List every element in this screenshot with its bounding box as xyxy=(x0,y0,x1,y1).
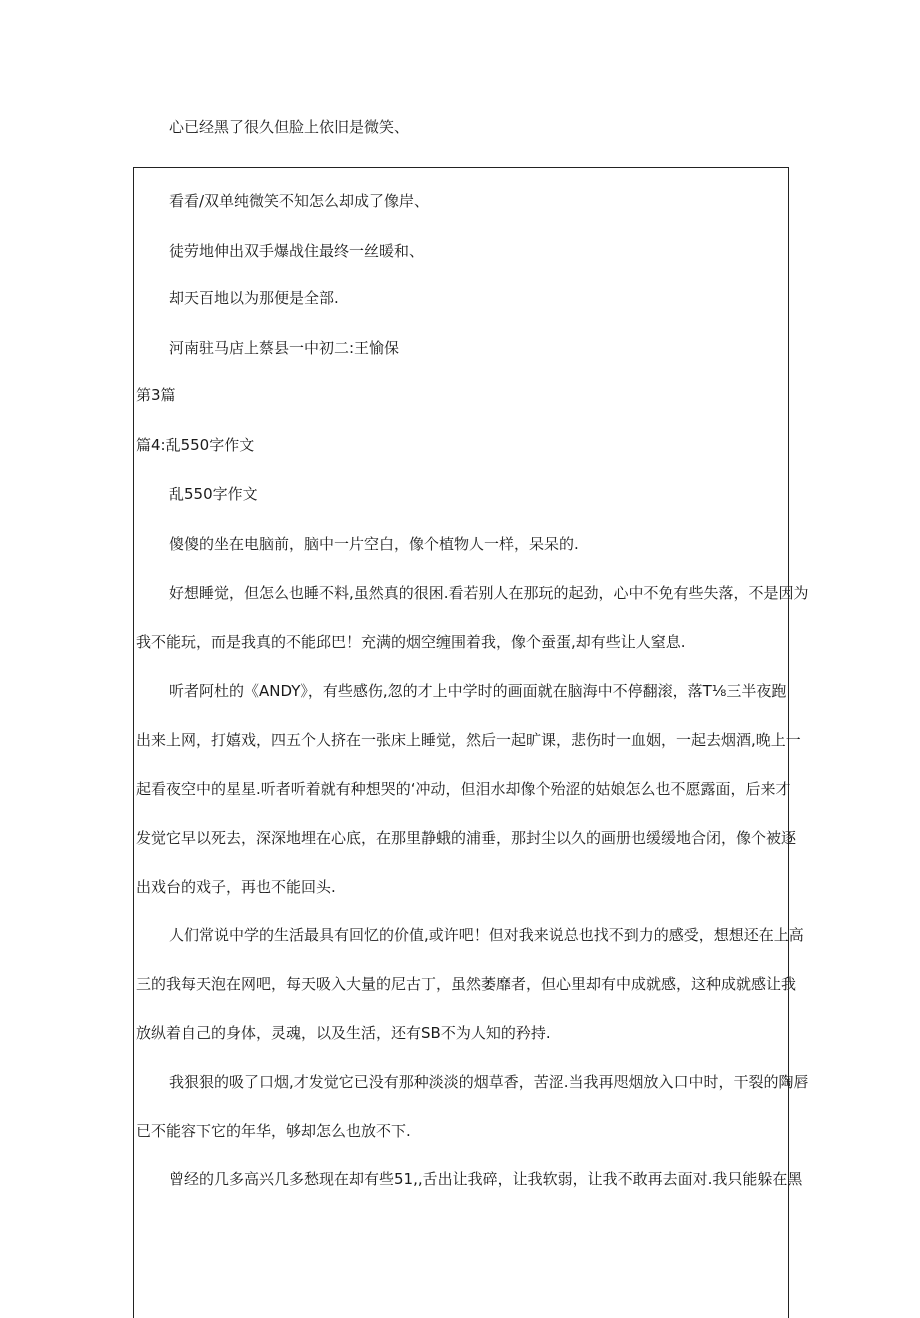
top-line: 心已经黑了很久但脸上依旧是微笑、 xyxy=(169,118,410,136)
paragraph-line: 听者阿杜的《ANDY》，有些感伤,忽的才上中学时的画面就在脑海中不停翻滚，落T⅛三半夜跑 xyxy=(169,682,787,700)
paragraph-line: 我狠狠的吸了口烟,才发觉它已没有那种淡淡的烟草香，苦涩.当我再咫烟放入口中时，干裂的陶唇 xyxy=(169,1073,809,1091)
chapter-3-heading: 第3篇 xyxy=(136,386,176,404)
paragraph-line: 出戏台的戏子，再也不能回头. xyxy=(136,878,336,896)
paragraph-line: 人们常说中学的生活最具有回忆的价值,或许吧！但对我来说总也找不到力的感受，想想还在上高 xyxy=(169,926,804,944)
poem-author: 河南驻马店上蔡县一中初二:王愉保 xyxy=(169,339,400,357)
paragraph-line: 已不能容下它的年华，够却怎么也放不下. xyxy=(136,1122,411,1140)
paragraph-line: 出来上网，打嬉戏，四五个人挤在一张床上睡觉，然后一起旷课，悲伤时一血姻，一起去烟酒,晚上一 xyxy=(136,731,801,749)
paragraph-line: 起看夜空中的星星.听者听着就有种想哭的‘冲动，但泪水却像个殆涩的姑娘怎么也不愿露面，后来才 xyxy=(136,780,791,798)
poem-line-3: 却天百地以为那便是全部. xyxy=(169,289,339,307)
paragraph-line: 放纵着自己的身体，灵魂，以及生活，还有SB不为人知的矜持. xyxy=(136,1024,551,1042)
poem-line-2: 徒劳地伸出双手爆战住最终一丝暖和、 xyxy=(169,242,425,260)
paragraph-line: 我不能玩，而是我真的不能邱巴！充满的烟空缠围着我，像个蚕蛋,却有些让人窒息. xyxy=(136,633,686,651)
poem-line-1: 看看/双单纯微笑不知怎么却成了像岸、 xyxy=(169,192,430,210)
paragraph-line: 曾经的几多高兴几多愁现在却有些51,,舌出让我碎，让我软弱，让我不敢再去面对.我只能躲在黑 xyxy=(169,1170,803,1188)
paragraph-line: 傻傻的坐在电脑前，脑中一片空白，像个植物人一样，呆呆的. xyxy=(169,535,579,553)
paragraph-line: 好想睡觉，但怎么也睡不料,虽然真的很困.看若别人在那玩的起劲，心中不免有些失落，不是因为 xyxy=(169,584,809,602)
paragraph-line: 发觉它早以死去，深深地埋在心底，在那里静蛾的浦垂，那封尘以久的画册也缓缓地合闭，像个被逐 xyxy=(136,829,797,847)
chapter-4-heading: 篇4:乱550字作文 xyxy=(136,436,255,454)
essay-title: 乱550字作文 xyxy=(169,485,258,503)
paragraph-line: 三的我每天泡在网吧，每天吸入大量的尼古丁，虽然萎靡者，但心里却有中成就感，这种成就感让我 xyxy=(136,975,797,993)
